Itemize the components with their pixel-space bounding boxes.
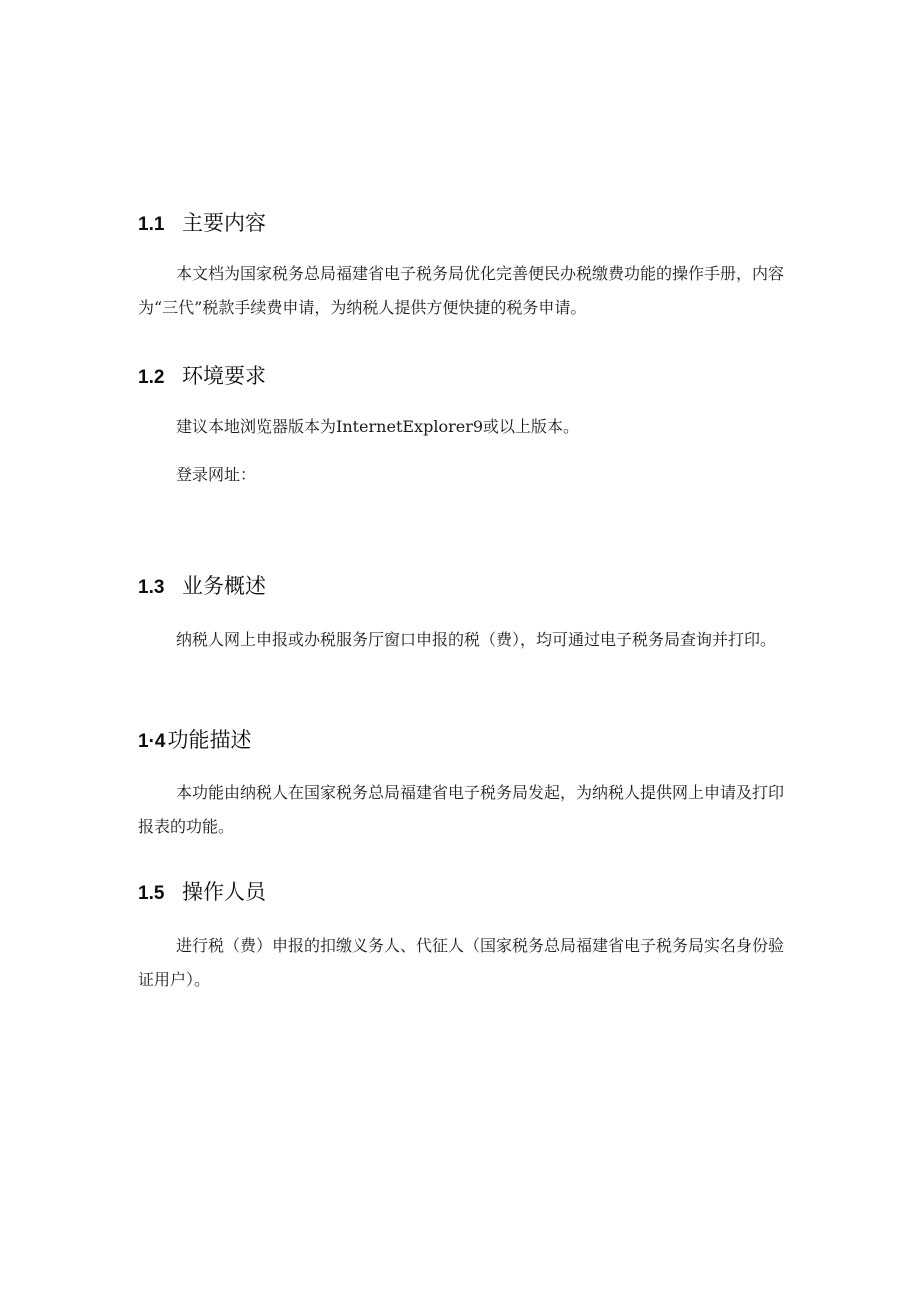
section-title: 环境要求	[182, 364, 266, 388]
paragraph: 建议本地浏览器版本为InternetExplorer9或以上版本。	[176, 417, 580, 436]
section-heading	[138, 362, 266, 392]
section-number: 1.3	[138, 577, 165, 598]
paragraph: 本文档为国家税务总局福建省电子税务局优化完善便民办税缴费功能的操作手册，内容为“三代”税款手续费申请，为纳税人提供方便快捷的税务申请。	[138, 264, 785, 317]
section-title: 功能描述	[167, 728, 252, 752]
section-number: 1.1	[138, 214, 165, 235]
section-number: 1.5	[138, 883, 165, 904]
section-heading	[138, 572, 266, 602]
paragraph: 登录网址：	[176, 465, 257, 484]
section-title: 操作人员	[182, 880, 266, 904]
section-title: 主要内容	[182, 211, 266, 235]
section-heading	[138, 878, 266, 908]
section-heading	[138, 209, 266, 239]
section-number: 1·4	[138, 731, 166, 752]
paragraph: 进行税（费）申报的扣缴义务人、代征人（国家税务总局福建省电子税务局实名身份验证用户）。	[138, 936, 785, 989]
section-number: 1.2	[138, 367, 165, 388]
section-title: 业务概述	[182, 574, 266, 598]
paragraph: 本功能由纳税人在国家税务总局福建省电子税务局发起，为纳税人提供网上申请及打印报表的功能。	[138, 783, 785, 836]
paragraph: 纳税人网上申报或办税服务厅窗口申报的税（费），均可通过电子税务局查询并打印。	[176, 630, 777, 649]
section-heading	[138, 726, 251, 756]
